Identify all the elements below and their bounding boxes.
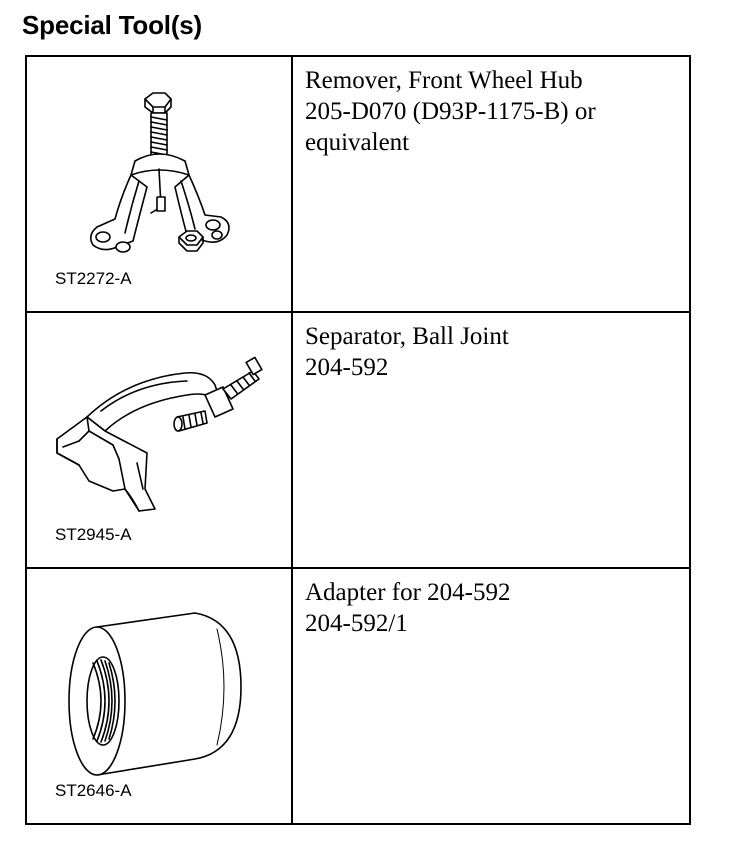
tool-description xyxy=(305,321,675,383)
tool-ref-code: ST2945-A xyxy=(55,525,132,544)
tool-name-line: Separator, Ball Joint xyxy=(305,323,509,350)
tool-illustration-cell xyxy=(27,569,293,823)
tool-number-line: 205-D070 (D93P-1175-B) or xyxy=(305,98,596,125)
tool-number-line: 204-592/1 xyxy=(305,610,408,637)
tool-row xyxy=(27,313,689,569)
tool-ref-code: ST2272-A xyxy=(55,269,132,288)
tool-illustration-cell xyxy=(27,313,293,567)
tool-row xyxy=(27,569,689,823)
page-title: Special Tool(s) xyxy=(22,10,202,40)
special-tools-table xyxy=(25,55,691,825)
tool-ref-code: ST2646-A xyxy=(55,781,132,800)
tool-name-line: Adapter for 204-592 xyxy=(305,579,511,606)
tool-illustration-cell xyxy=(27,57,293,311)
tool-row xyxy=(27,57,689,313)
tool-description xyxy=(305,65,675,158)
tool-description xyxy=(305,577,675,639)
tool-number-line: 204-592 xyxy=(305,354,389,381)
tool-number-line: equivalent xyxy=(305,129,410,156)
tool-name-line: Remover, Front Wheel Hub xyxy=(305,67,583,94)
